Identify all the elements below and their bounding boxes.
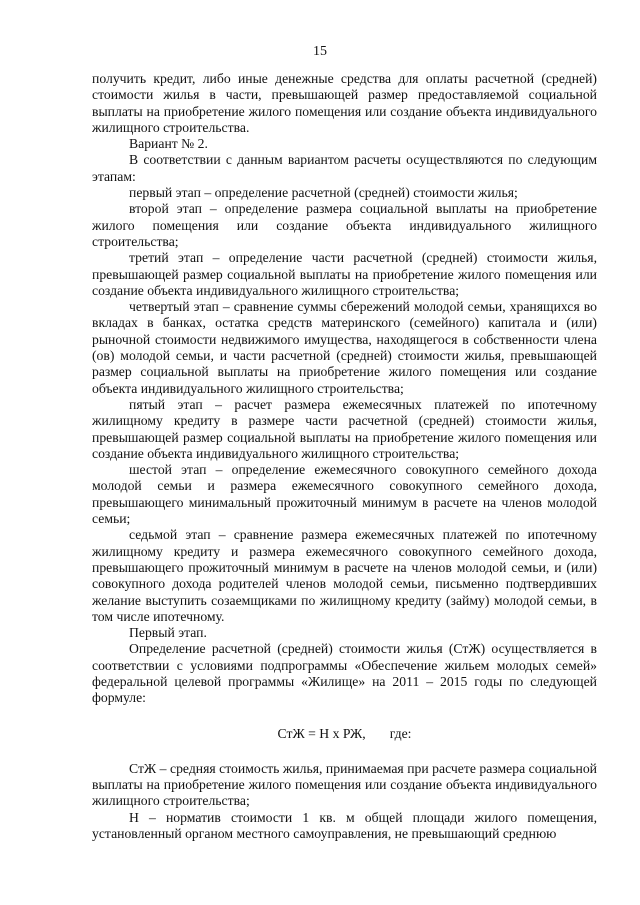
- paragraph-stages-intro: В соответствии с данным вариантом расчеты осуществляются по следующим этапам:: [92, 152, 597, 184]
- paragraph-stage-3: третий этап – определение части расчетной (средней) стоимости жилья, превышающей размер социальной выплаты на приобретение жилого помещения или создание объекта индивидуального жилищного строительства;: [92, 250, 597, 298]
- paragraph-stage-6: шестой этап – определение ежемесячного совокупного семейного дохода молодой семьи и размера ежемесячного совокупного семейного дохода, превышающего минимальный прожиточный минимум в расчете на членов молодой семьи;: [92, 462, 597, 527]
- paragraph-stage-4: четвертый этап – сравнение суммы сбережений молодой семьи, хранящихся во вкладах в банках, остатка средств материнского (семейного) капитала и (или) рыночной стоимости недвижимого имущества, находящегося в собственности члена (ов) молодой семьи, и части расчетной (средней) стоимости жилья, превышающей размер социальной выплаты на приобретение жилого помещения или создание объекта индивидуального жилищного строительства;: [92, 299, 597, 396]
- page-number: 15: [313, 44, 327, 59]
- paragraph-stage-1: первый этап – определение расчетной (средней) стоимости жилья;: [129, 185, 518, 201]
- formula-suffix: где:: [389, 725, 412, 741]
- paragraph-continuation: получить кредит, либо иные денежные средства для оплаты расчетной (средней) стоимости жилья в части, превышающей размер предоставляемой социальной выплаты на приобретение жилого помещения или создание объекта индивидуального жилищного строительства.: [92, 71, 597, 135]
- formula-line: [92, 726, 597, 742]
- definition-stzh: СтЖ – средняя стоимость жилья, принимаемая при расчете размера социальной выплаты на приобретение жилого помещения или создание объекта индивидуального жилищного строительства;: [92, 760, 597, 809]
- paragraph-cost-definition: Определение расчетной (средней) стоимости жилья (СтЖ) осуществляется в соответствии с условиями подпрограммы «Обеспечение жильем молодых семей» федеральной целевой программы «Жилище» на 2011 – 2015 годы по следующей формуле:: [92, 641, 597, 706]
- paragraph-variant-heading: Вариант № 2.: [129, 136, 208, 152]
- paragraph-first-stage-heading: Первый этап.: [129, 625, 207, 641]
- paragraph-stage-7: седьмой этап – сравнение размера ежемесячных платежей по ипотечному жилищному кредиту и размера ежемесячного совокупного семейного дохода, превышающего прожиточный минимум в расчете на членов молодой семьи, и (или) совокупного дохода родителей членов молодой семьи, письменно подтвердивших желание выступить созаемщиками по жилищному кредиту (займу) молодой семьи, в том числе ипотечному.: [92, 527, 597, 624]
- definition-n: Н – норматив стоимости 1 кв. м общей площади жилого помещения, установленный органом местного самоуправления, не превышающий среднюю: [92, 809, 597, 842]
- paragraph-stage-2: второй этап – определение размера социальной выплаты на приобретение жилого помещения или создание объекта индивидуального жилищного строительства;: [92, 201, 597, 249]
- formula-expression: СтЖ = Н х РЖ,: [277, 725, 366, 741]
- paragraph-stage-5: пятый этап – расчет размера ежемесячных платежей по ипотечному жилищному кредиту в размере части расчетной (средней) стоимости жилья, превышающей размер социальной выплаты на приобретение жилого помещения или создание объекта индивидуального жилищного строительства;: [92, 396, 597, 461]
- document-body: [92, 71, 597, 842]
